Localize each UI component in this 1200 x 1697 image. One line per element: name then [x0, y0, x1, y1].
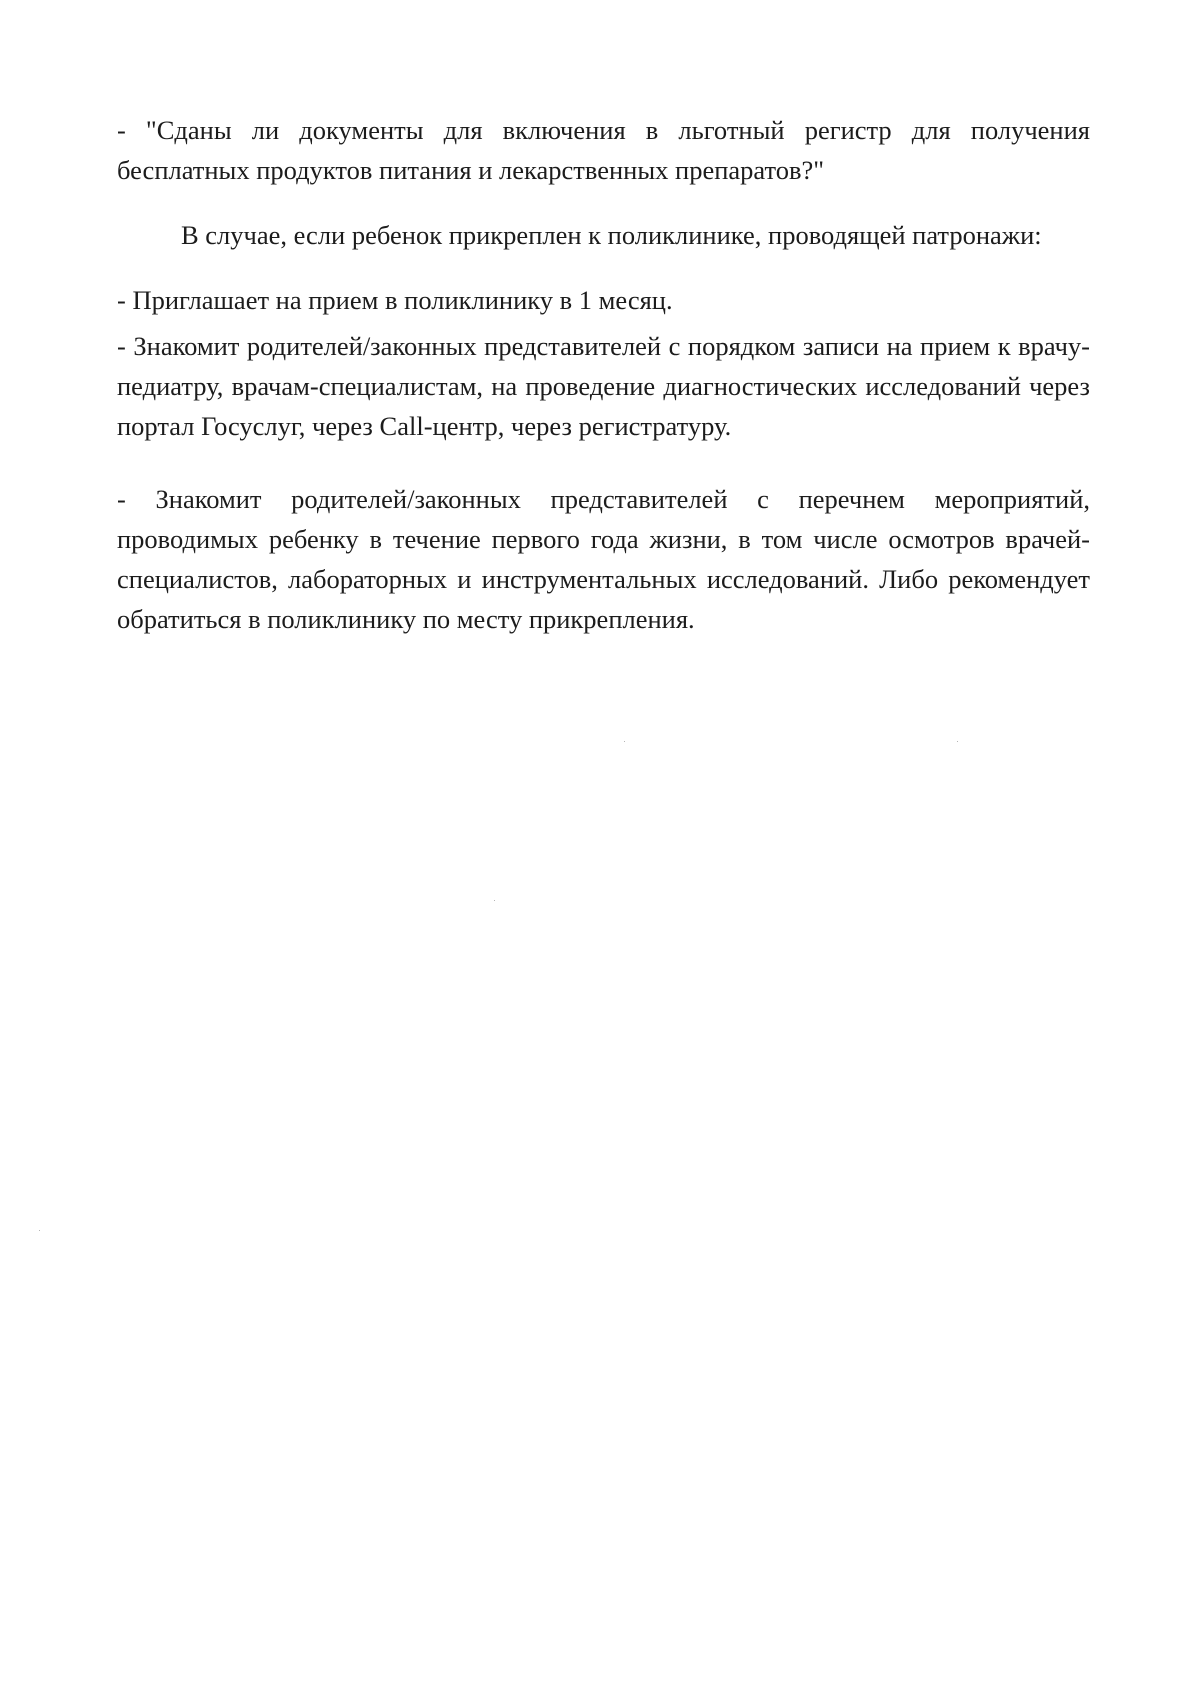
scan-speck: [494, 900, 495, 901]
paragraph-appointment-procedure: - Знакомит родителей/законных представителей с порядком записи на прием к врачу-педиатру, врачам-специалистам, на проведение диагностических исследований через портал Госуслуг, через Call-центр, через регистратуру.: [117, 331, 1090, 441]
paragraph-attached-clinic-condition: В случае, если ребенок прикреплен к поликлинике, проводящей патронажи:: [181, 220, 1042, 250]
paragraph-first-year-activities: - Знакомит родителей/законных представителей с перечнем мероприятий, проводимых ребенку в течение первого года жизни, в том числе осмотров врачей-специалистов, лабораторных и инструментальных исследований. Либо рекомендует обратиться в поликлинику по месту прикрепления.: [117, 484, 1090, 634]
paragraph-invite-one-month: - Приглашает на прием в поликлинику в 1 месяц.: [117, 285, 673, 315]
paragraph-question-benefit-registry: - "Сданы ли документы для включения в льготный регистр для получения бесплатных продуктов питания и лекарственных препаратов?": [117, 115, 1090, 185]
scan-speck: [39, 1230, 40, 1231]
document-body: [117, 110, 1090, 639]
scan-speck: [624, 741, 625, 742]
scan-speck: [957, 741, 958, 742]
